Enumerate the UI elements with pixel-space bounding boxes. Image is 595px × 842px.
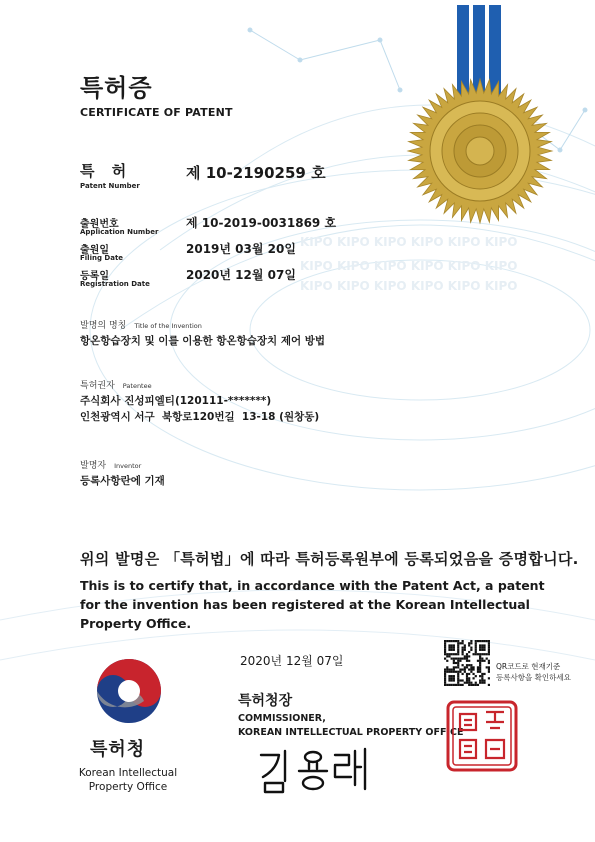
filing-date-label-english: Filing Date bbox=[80, 254, 124, 262]
kipo-taegeuk-logo bbox=[94, 656, 164, 726]
application-number-label-english: Application Number bbox=[80, 228, 159, 236]
kipo-watermark-row: KIPO KIPO KIPO KIPO KIPO KIPO bbox=[300, 259, 518, 273]
certificate-title-english: CERTIFICATE OF PATENT bbox=[80, 106, 233, 119]
patentee-label-korean: 특허권자 bbox=[80, 381, 115, 391]
kipo-watermark-row: KIPO KIPO KIPO KIPO KIPO KIPO bbox=[300, 235, 518, 249]
qr-instruction-line2: 등록사항을 확인하세요 bbox=[496, 673, 571, 682]
inventor-label-korean: 발명자 bbox=[80, 461, 107, 471]
registration-date-value: 2020년 12월 07일 bbox=[186, 268, 296, 282]
inventor-label-english: Inventor bbox=[114, 462, 142, 470]
office-name-korean: 특허청 bbox=[90, 739, 146, 760]
filing-date-value: 2019년 03월 20일 bbox=[186, 242, 296, 256]
invention-title-value: 항온항습장치 및 이를 이용한 항온항습장치 제어 방법 bbox=[80, 335, 326, 347]
certificate-title-korean: 특허증 bbox=[80, 74, 153, 102]
qr-instruction bbox=[496, 661, 571, 683]
invention-title-label-english: Title of the Invention bbox=[134, 322, 202, 330]
commissioner-title-english-line1: COMMISSIONER, bbox=[238, 713, 326, 724]
patentee-address: 인천광역시 서구 북항로120번길 13-18 (원창동) bbox=[80, 411, 320, 423]
registration-date-label-korean: 등록일 bbox=[80, 271, 109, 282]
qr-code-image[interactable] bbox=[444, 640, 490, 686]
invention-title-label-korean: 발명의 명칭 bbox=[80, 321, 127, 331]
commissioner-title-english bbox=[238, 712, 463, 740]
commissioner-signature bbox=[255, 745, 375, 795]
invention-title-label bbox=[80, 318, 202, 331]
patentee-label bbox=[80, 378, 152, 391]
commissioner-title-korean: 특허청장 bbox=[238, 693, 293, 709]
office-name-english-line1: Korean Intellectual bbox=[78, 767, 178, 779]
filing-date-label-korean: 출원일 bbox=[80, 245, 109, 256]
patent-number-label-english: Patent Number bbox=[80, 182, 140, 190]
official-red-seal bbox=[446, 700, 518, 772]
application-number-label-korean: 출원번호 bbox=[80, 219, 119, 230]
issue-date: 2020년 12월 07일 bbox=[240, 654, 344, 668]
patent-number-label-korean: 특 허 bbox=[80, 162, 133, 180]
application-number-value: 제 10-2019-0031869 호 bbox=[186, 216, 337, 230]
patentee-name: 주식회사 진성피엘티(120111-*******) bbox=[80, 395, 272, 407]
commissioner-title-english-line2: KOREAN INTELLECTUAL PROPERTY OFFICE bbox=[238, 727, 464, 738]
certification-statement-korean: 위의 발명은 「특허법」에 따라 특허등록원부에 등록되었음을 증명합니다. bbox=[80, 550, 579, 568]
office-name-english bbox=[78, 766, 178, 794]
kipo-watermark-row: KIPO KIPO KIPO KIPO KIPO KIPO bbox=[300, 279, 518, 293]
patentee-label-english: Patentee bbox=[122, 382, 152, 390]
registration-date-label-english: Registration Date bbox=[80, 280, 150, 288]
certification-statement-english: This is to certify that, in accordance with the Patent Act, a patent for the invention has been registered at the Korean Intellectual Property Office. bbox=[80, 578, 545, 631]
qr-instruction-line1: QR코드로 현재기준 bbox=[496, 662, 561, 671]
inventor-label bbox=[80, 458, 141, 471]
office-name-english-line2: Property Office bbox=[88, 781, 168, 793]
inventor-value: 등록사항란에 기재 bbox=[80, 475, 165, 487]
patent-number-value: 제 10-2190259 호 bbox=[186, 164, 326, 182]
gold-seal-emblem bbox=[405, 76, 555, 226]
